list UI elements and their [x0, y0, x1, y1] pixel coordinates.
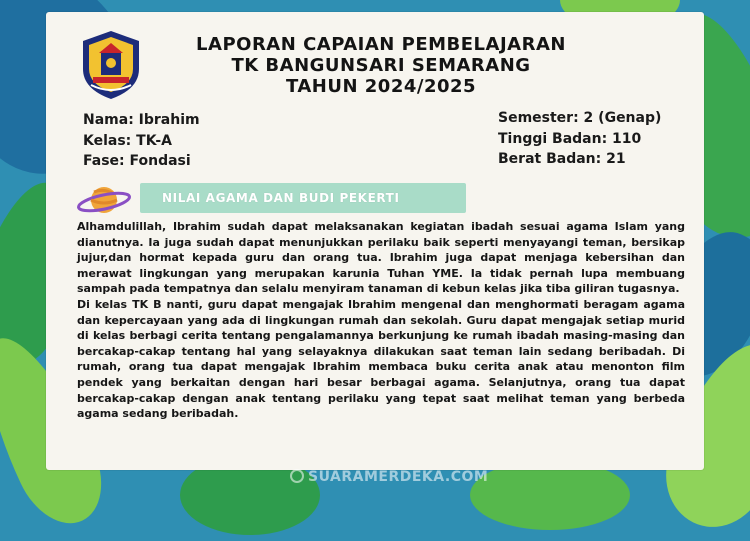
- watermark-text: SUARAMERDEKA.COM: [308, 469, 489, 485]
- title-line-3: TAHUN 2024/2025: [285, 76, 477, 97]
- assessment-paragraph-1: Alhamdulillah, Ibrahim sudah dapat melaksanakan kegiatan ibadah sesuai agama Islam yang dianutnya. Ia juga sudah dapat menunjukkan perilaku baik seperti menyayangi teman, bersikap jujur,dan hormat kepada guru dan orang tua. Ibrahim juga dapat menjaga kebersihan dan merawat lingkungan yang merupakan karunia Tuhan YME. Ia tidak pernah lupa membuang sampah pada tempatnya dan selalu menyiram tanaman di kebun kelas jika tiba giliran tugasnya.: [77, 220, 685, 296]
- assessment-paragraph-2: Di kelas TK B nanti, guru dapat mengajak Ibrahim mengenal dan menghormati beragam agama dan kepercayaan yang ada di lingkungan rumah dan sekolah. Guru dapat mengajak setiap murid di kelas berbagi cerita tentang pengalamannya berkunjung ke rumah ibadah masing-masing dan bercakap-cakap tentang hal yang selayaknya dilakukan saat teman lain sedang beribadah. Di rumah, orang tua dapat mengajak Ibrahim membaca buku cerita anak atau menonton film pendek yang berkaitan dengan hari besar berbagai agama. Selanjutnya, orang tua dapat bercakap-cakap dengan anak tentang perilaku yang tepat saat melihat teman yang berbeda agama sedang beribadah.: [77, 297, 685, 421]
- student-class: Kelas: TK-A: [83, 132, 172, 149]
- section-title: NILAI AGAMA DAN BUDI PEKERTI: [162, 191, 400, 205]
- student-info-left: [83, 110, 200, 172]
- background-leaf: [470, 460, 630, 530]
- student-info-right: [498, 108, 661, 170]
- student-weight: Berat Badan: 21: [498, 151, 626, 167]
- watermark: [290, 469, 488, 485]
- report-card: [46, 12, 704, 470]
- planet-icon: [76, 180, 132, 220]
- title-line-2: TK BANGUNSARI SEMARANG: [231, 55, 531, 76]
- student-phase: Fase: Fondasi: [83, 153, 191, 169]
- section-header: [140, 183, 466, 213]
- student-semester: Semester: 2 (Genap): [498, 110, 662, 126]
- assessment-text: [77, 219, 685, 422]
- watermark-logo-icon: [290, 469, 304, 483]
- student-name: Nama: Ibrahim: [83, 112, 200, 128]
- report-title: [146, 34, 616, 97]
- title-line-1: LAPORAN CAPAIAN PEMBELAJARAN: [196, 34, 566, 55]
- school-emblem-icon: [79, 29, 143, 101]
- student-height: Tinggi Badan: 110: [498, 130, 642, 147]
